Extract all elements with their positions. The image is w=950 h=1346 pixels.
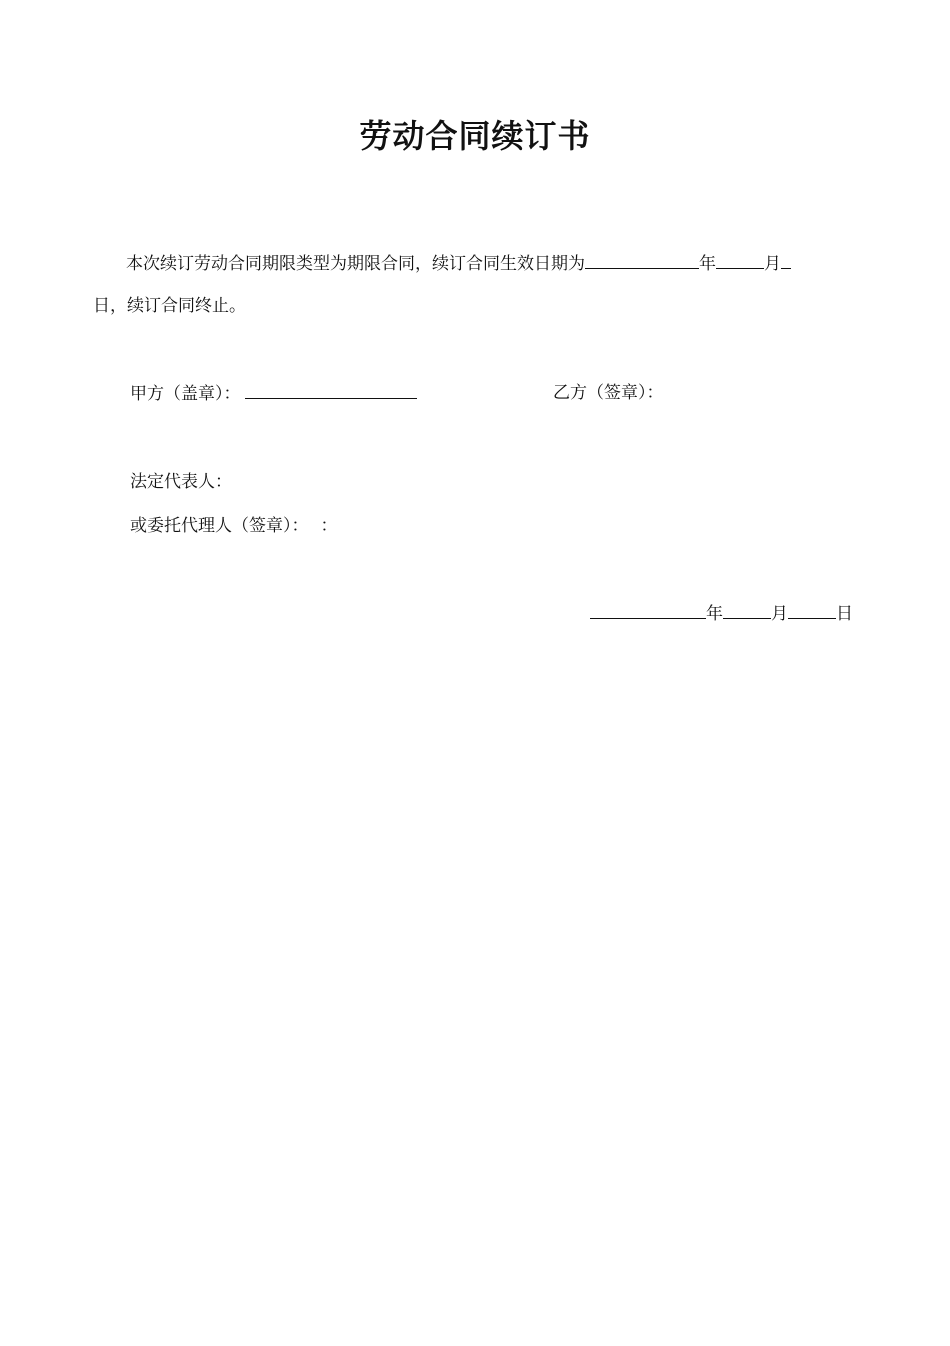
- signing-month-blank[interactable]: [723, 600, 771, 619]
- legal-rep-row: [130, 469, 232, 495]
- renewal-text-end: 日，续订合同终止。: [93, 296, 246, 316]
- agent-label: 或委托代理人（签章）：: [130, 516, 309, 536]
- agent-row: [130, 513, 338, 539]
- party-a-seal-blank[interactable]: [245, 380, 417, 399]
- renewal-text: 本次续订劳动合同期限类型为期限合同，续订合同生效日期为: [126, 254, 585, 274]
- signing-year-blank[interactable]: [590, 600, 706, 619]
- party-a-label: 甲方（盖章）：: [130, 384, 241, 404]
- legal-rep-label: 法定代表人：: [130, 472, 232, 492]
- effective-day-blank[interactable]: [781, 250, 791, 269]
- effective-month-blank[interactable]: [716, 250, 764, 269]
- month-label: 月: [764, 254, 781, 274]
- signing-day-label: 日: [836, 604, 853, 624]
- effective-year-blank[interactable]: [585, 250, 699, 269]
- signing-day-blank[interactable]: [788, 600, 836, 619]
- document-title: 劳动合同续订书: [359, 117, 591, 155]
- signing-date-row: [590, 600, 853, 627]
- paragraph-line-1: [126, 250, 791, 277]
- signing-month-label: 月: [771, 604, 788, 624]
- party-b-row: [553, 380, 664, 406]
- party-b-label: 乙方（签章）：: [553, 383, 664, 403]
- paragraph-line-2: [93, 293, 246, 319]
- party-a-row: [130, 380, 417, 407]
- agent-colon: ：: [320, 516, 338, 536]
- year-label: 年: [699, 254, 716, 274]
- signing-year-label: 年: [706, 604, 723, 624]
